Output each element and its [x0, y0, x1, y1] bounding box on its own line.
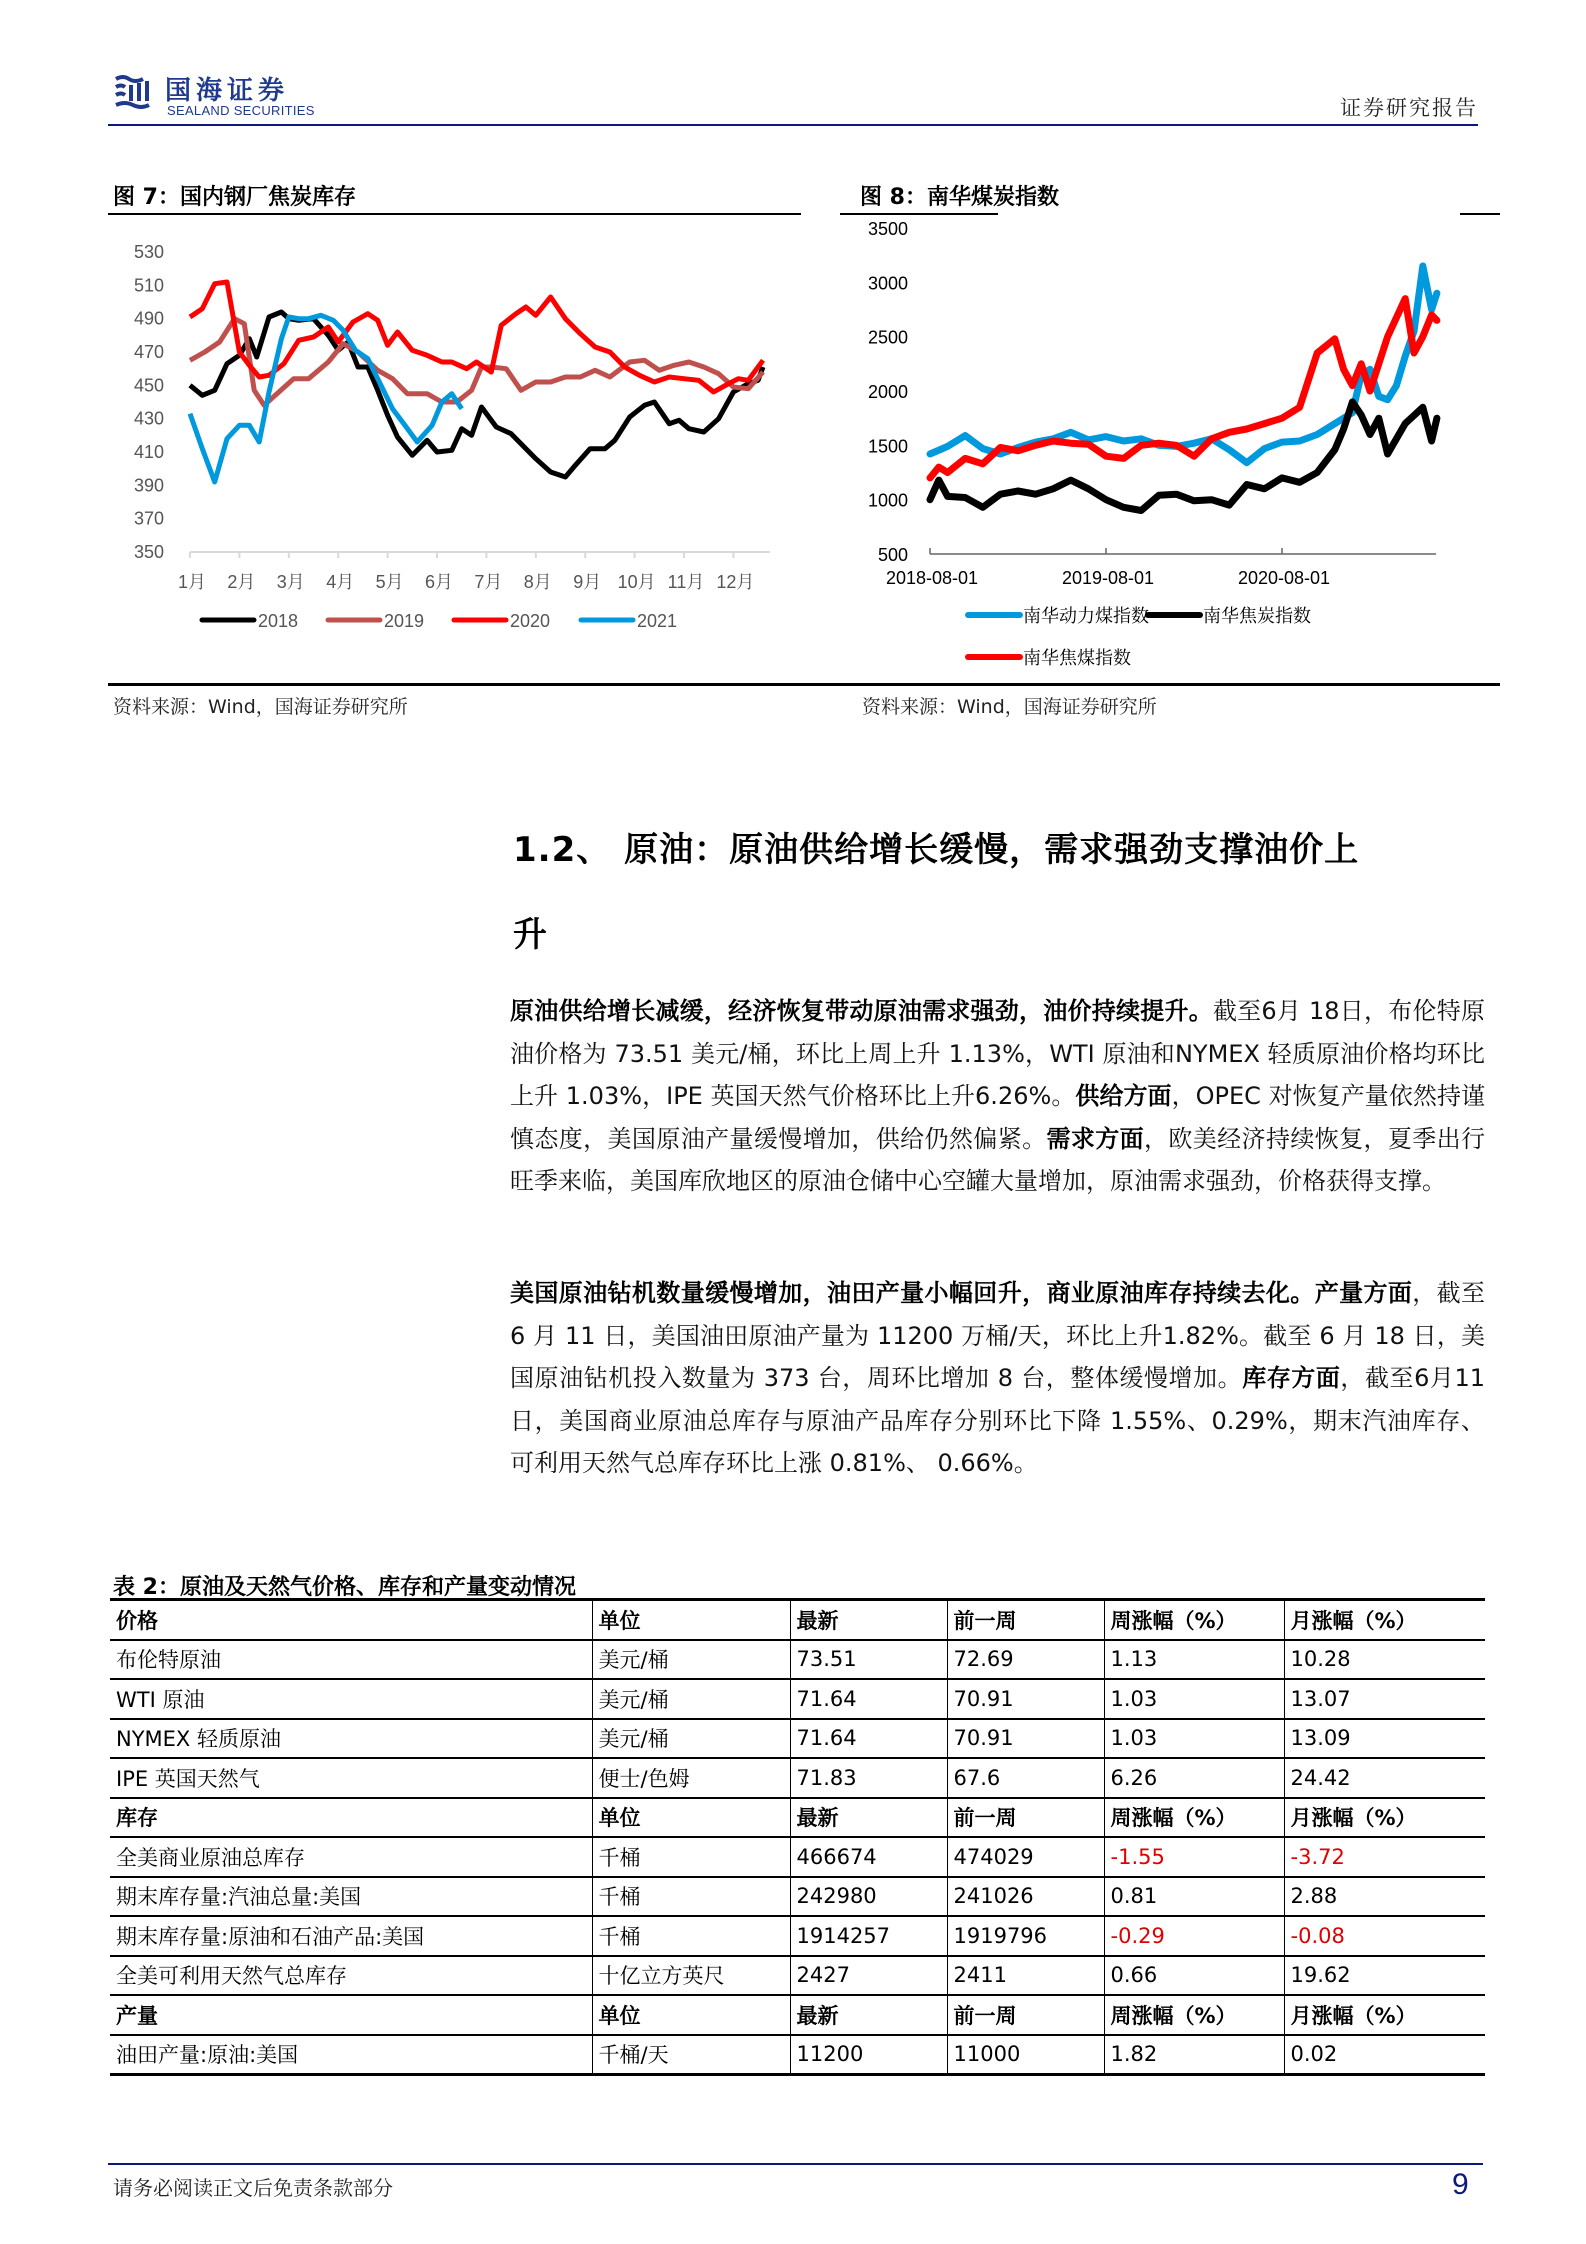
x-tick-label: 11月 [667, 572, 705, 592]
x-tick-label: 3月 [276, 572, 305, 592]
table-cell: 最新 [790, 1798, 947, 1838]
table-row [110, 1758, 1485, 1798]
x-tick-label: 1月 [177, 572, 207, 592]
logo-text-cn: 国海证券 [165, 76, 290, 106]
disclaimer-text: 请务必阅读正文后免责条款部分 [113, 2176, 393, 2200]
x-tick-label: 9月 [573, 572, 602, 592]
table-cell: 1.03 [1104, 1719, 1284, 1759]
oil-gas-table [110, 1598, 1485, 2076]
table-cell: 库存 [110, 1798, 592, 1838]
table-header-row [110, 1798, 1485, 1838]
sealand-logo-icon [113, 73, 151, 111]
table-cell: 布伦特原油 [110, 1640, 592, 1680]
table-cell: 241026 [947, 1877, 1104, 1917]
table-cell: 13.07 [1284, 1679, 1485, 1719]
legend-label: 2018 [258, 611, 299, 631]
table-cell: -0.08 [1284, 1916, 1485, 1956]
figure7-chart [108, 216, 801, 686]
table-cell: 0.02 [1284, 2035, 1485, 2075]
table-cell: 油田产量:原油:美国 [110, 2035, 592, 2075]
table-row [110, 1679, 1485, 1719]
y-tick-label: 500 [877, 545, 908, 565]
table-cell: 千桶 [592, 1837, 790, 1877]
legend-label: 南华动力煤指数 [1023, 606, 1149, 626]
table-row [110, 1837, 1485, 1877]
table-cell: 单位 [592, 1798, 790, 1838]
table-cell: 前一周 [947, 1995, 1104, 2035]
table-cell: 2411 [947, 1956, 1104, 1996]
table-cell: 单位 [592, 1600, 790, 1640]
x-tick-label: 2019-08-01 [1061, 568, 1155, 588]
y-tick-label: 530 [133, 242, 164, 262]
table-cell: 24.42 [1284, 1758, 1485, 1798]
para2-text-b: ，截至6月11日，美国商业原油总库存与原油产品库存分别环比下降 1.55%、0.29%，期末汽油库存、可利用天然气总库存环比上涨 0.81%、 0.66%。 [510, 1364, 1485, 1477]
table-cell: 474029 [947, 1837, 1104, 1877]
table-cell: 单位 [592, 1995, 790, 2035]
x-tick-label: 2020-08-01 [1237, 568, 1331, 588]
table-cell: 周涨幅（%） [1104, 1995, 1284, 2035]
paragraph-us-production [510, 1272, 1485, 1485]
para1-demand-label: 需求方面 [1046, 1124, 1145, 1153]
table-cell: 便士/色姆 [592, 1758, 790, 1798]
series-line-2021 [190, 315, 462, 482]
table-cell: 周涨幅（%） [1104, 1600, 1284, 1640]
legend-label: 南华焦炭指数 [1203, 606, 1311, 626]
paragraph-oil-price [510, 990, 1485, 1203]
x-tick-label: 2月 [227, 572, 256, 592]
x-tick-label: 2018-08-01 [885, 568, 979, 588]
table-cell: 月涨幅（%） [1284, 1600, 1485, 1640]
table-cell: 1.82 [1104, 2035, 1284, 2075]
y-tick-label: 510 [133, 275, 164, 296]
y-tick-label: 2500 [867, 327, 908, 348]
x-tick-label: 12月 [716, 572, 755, 592]
table-cell: 1.03 [1104, 1679, 1284, 1719]
y-tick-label: 450 [133, 375, 164, 396]
para1-lead: 原油供给增长减缓，经济恢复带动原油需求强劲，油价持续提升。 [510, 997, 1213, 1025]
table-cell: 73.51 [790, 1640, 947, 1680]
footer-divider [108, 2163, 1483, 2165]
table-cell: WTI 原油 [110, 1679, 592, 1719]
table-cell: 最新 [790, 1995, 947, 2035]
x-tick-label: 8月 [523, 572, 552, 592]
table-cell: IPE 英国天然气 [110, 1758, 592, 1798]
para2-inventory-label: 库存方面 [1242, 1364, 1341, 1392]
table-cell: -3.72 [1284, 1837, 1485, 1877]
table-cell: 0.81 [1104, 1877, 1284, 1917]
table-cell: 价格 [110, 1600, 592, 1640]
table2-title: 表 2：原油及天然气价格、库存和产量变动情况 [113, 1575, 576, 1600]
para2-text-a: ，截至 6 月 11 日，美国油田原油产量为 11200 万桶/天，环比上升1.82%。截至 6 月 18 日，美国原油钻机投入数量为 373 台，周环比增加 8 台，整体缓慢增加。 [510, 1279, 1486, 1392]
table-cell: 美元/桶 [592, 1719, 790, 1759]
figure8-source: 资料来源：Wind，国海证券研究所 [862, 696, 1157, 718]
y-tick-label: 410 [133, 442, 164, 462]
x-tick-label: 6月 [424, 572, 454, 592]
table-cell: 466674 [790, 1837, 947, 1877]
table-cell: 13.09 [1284, 1719, 1485, 1759]
table-cell: 千桶/天 [592, 2035, 790, 2075]
x-tick-label: 4月 [326, 572, 355, 592]
table-cell: 6.26 [1104, 1758, 1284, 1798]
table-row [110, 1719, 1485, 1759]
y-tick-label: 3000 [867, 273, 908, 294]
table-row [110, 2035, 1485, 2075]
logo-text-en: SEALAND SECURITIES [167, 103, 315, 118]
table-cell: 千桶 [592, 1877, 790, 1917]
table-cell: 全美可利用天然气总库存 [110, 1956, 592, 1996]
y-tick-label: 2000 [867, 382, 908, 402]
table-cell: 美元/桶 [592, 1640, 790, 1680]
figure8-top-rule-right [1460, 213, 1500, 215]
table-cell: 千桶 [592, 1916, 790, 1956]
table-header-row [110, 1995, 1485, 2035]
y-tick-label: 350 [133, 542, 164, 562]
table-cell: 71.83 [790, 1758, 947, 1798]
y-tick-label: 490 [133, 308, 164, 329]
table-cell: 月涨幅（%） [1284, 1995, 1485, 2035]
table-cell: 月涨幅（%） [1284, 1798, 1485, 1838]
y-tick-label: 1000 [867, 490, 908, 511]
y-tick-label: 370 [133, 508, 164, 529]
table-cell: NYMEX 轻质原油 [110, 1719, 592, 1759]
table-cell: 1.13 [1104, 1640, 1284, 1680]
table-cell: 前一周 [947, 1600, 1104, 1640]
x-tick-label: 10月 [617, 572, 656, 592]
page-number: 9 [1452, 2168, 1469, 2201]
y-tick-label: 3500 [867, 219, 908, 239]
para1-text-b: ，OPEC 对恢复产量依然持谨慎态度，美国原油产量缓慢增加，供给仍然偏紧。 [510, 1082, 1485, 1153]
x-tick-label: 5月 [375, 572, 404, 592]
table-cell: 期末库存量:原油和石油产品:美国 [110, 1916, 592, 1956]
series-line [930, 402, 1437, 511]
table-cell: 10.28 [1284, 1640, 1485, 1680]
y-tick-label: 390 [133, 475, 164, 496]
table-cell: 产量 [110, 1995, 592, 2035]
table-cell: 72.69 [947, 1640, 1104, 1680]
table-row [110, 1956, 1485, 1996]
table-cell: 11200 [790, 2035, 947, 2075]
section-heading-line2: 升 [513, 915, 548, 955]
figure7-top-rule [108, 213, 801, 215]
table-header-row [110, 1600, 1485, 1640]
table-cell: 2427 [790, 1956, 947, 1996]
table-cell: 周涨幅（%） [1104, 1798, 1284, 1838]
table-row [110, 1877, 1485, 1917]
para1-supply-label: 供给方面 [1075, 1082, 1172, 1110]
legend-label: 南华焦煤指数 [1023, 648, 1131, 668]
y-tick-label: 470 [133, 342, 164, 362]
legend-label: 2020 [510, 611, 551, 631]
table-cell: 19.62 [1284, 1956, 1485, 1996]
table-cell: -1.55 [1104, 1837, 1284, 1877]
table-cell: 70.91 [947, 1679, 1104, 1719]
table-cell: 前一周 [947, 1798, 1104, 1838]
legend-label: 2021 [637, 611, 678, 631]
table-cell: 0.66 [1104, 1956, 1284, 1996]
table-cell: 67.6 [947, 1758, 1104, 1798]
table-row [110, 1916, 1485, 1956]
x-tick-label: 7月 [474, 572, 503, 592]
table-cell: 2.88 [1284, 1877, 1485, 1917]
figure7-source: 资料来源：Wind，国海证券研究所 [113, 696, 408, 718]
table-cell: 11000 [947, 2035, 1104, 2075]
figure8-top-rule-left [840, 213, 998, 215]
table-cell: 期末库存量:汽油总量:美国 [110, 1877, 592, 1917]
figure7-title: 图 7：国内钢厂焦炭库存 [113, 185, 356, 210]
table-cell: 十亿立方英尺 [592, 1956, 790, 1996]
para2-lead: 美国原油钻机数量缓慢增加，油田产量小幅回升，商业原油库存持续去化。产量方面 [510, 1279, 1413, 1307]
table-cell: 1914257 [790, 1916, 947, 1956]
y-tick-label: 430 [133, 408, 164, 429]
section-heading-line1: 1.2、 原油：原油供给增长缓慢，需求强劲支撑油价上 [513, 830, 1360, 870]
para1-text-c: ，欧美经济持续恢复，夏季出行旺季来临，美国库欣地区的原油仓储中心空罐大量增加，原油需求强劲，价格获得支撑。 [510, 1124, 1486, 1195]
table-row [110, 1640, 1485, 1680]
table-cell: 242980 [790, 1877, 947, 1917]
figures-bottom-rule [108, 683, 1500, 686]
para1-text-a: 截至6月 18日，布伦特原油价格为 73.51 美元/桶，环比上周上升 1.13%，WTI 原油和NYMEX 轻质原油价格均环比上升 1.03%，IPE 英国天然气价格环比上升6.26%。 [510, 997, 1486, 1110]
document-type-label: 证券研究报告 [1340, 96, 1478, 120]
table-cell: 美元/桶 [592, 1679, 790, 1719]
figure8-chart [840, 216, 1500, 686]
table-cell: 全美商业原油总库存 [110, 1837, 592, 1877]
table-cell: 71.64 [790, 1719, 947, 1759]
table-cell: 71.64 [790, 1679, 947, 1719]
legend-label: 2019 [384, 611, 425, 631]
header-divider [108, 124, 1478, 126]
table-cell: 70.91 [947, 1719, 1104, 1759]
figure8-title: 图 8：南华煤炭指数 [860, 185, 1059, 210]
table-cell: -0.29 [1104, 1916, 1284, 1956]
y-tick-label: 1500 [867, 436, 908, 457]
table-cell: 最新 [790, 1600, 947, 1640]
table-cell: 1919796 [947, 1916, 1104, 1956]
